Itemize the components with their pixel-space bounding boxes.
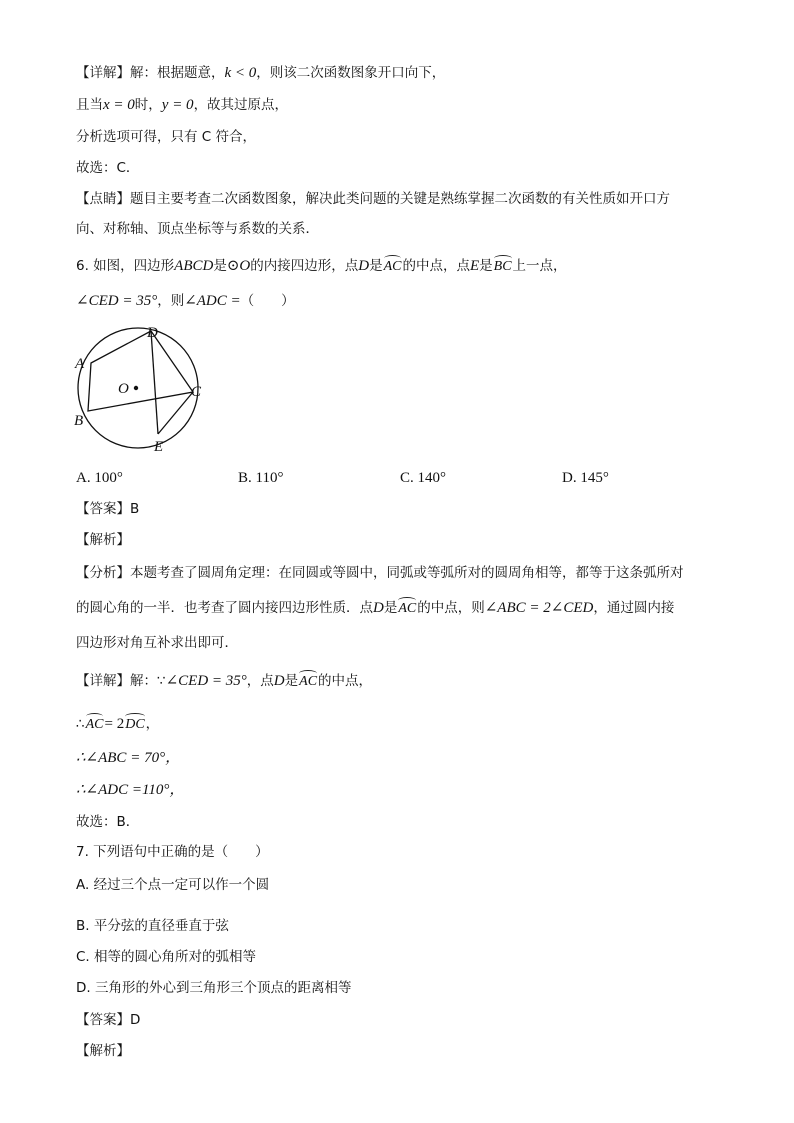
q7-option-b[interactable]: B. 平分弦的直径垂直于弦 <box>76 918 229 934</box>
label-e: E <box>154 439 164 455</box>
q6-answer: 【答案】B <box>76 501 140 517</box>
detail-line-1: 【详解】解：根据题意，k < 0，则该二次函数图象开口向下， <box>76 65 446 81</box>
detail-line-4: 故选：C． <box>76 160 140 176</box>
q6-stem-line-1: 6. 如图，四边形ABCD是⊙O的内接四边形，点D是AC的中点，点E是BC上一点， <box>76 256 567 277</box>
comment-line-2: 向、对称轴、顶点坐标等与系数的关系． <box>76 221 319 237</box>
q6-detail-line-3: ∴∠ABC = 70°， <box>76 750 181 766</box>
q6-analysis-line-2: 的圆心角的一半．也考查了圆内接四边形性质．点D是AC的中点，则∠ABC = 2∠CED，通过圆内接 <box>76 598 674 619</box>
label-d: D <box>147 325 158 341</box>
center-point-o <box>134 386 138 390</box>
q6-option-d[interactable]: D. 145° <box>562 470 609 486</box>
label-a: A <box>75 356 85 372</box>
q6-circle-figure <box>70 320 210 456</box>
q6-stem-line-2: ∠CED = 35°，则∠ADC =（ ） <box>76 293 295 309</box>
q7-option-a[interactable]: A. 经过三个点一定可以作一个圆 <box>76 877 270 893</box>
detail-line-2: 且当x = 0时，y = 0，故其过原点， <box>76 97 289 113</box>
q6-option-c[interactable]: C. 140° <box>400 470 447 486</box>
q7-analysis-heading: 【解析】 <box>76 1043 130 1059</box>
q7-option-c[interactable]: C. 相等的圆心角所对的弧相等 <box>76 949 257 965</box>
q6-detail-line-1: 【详解】解：∵∠CED = 35°，点D是AC的中点， <box>76 671 372 692</box>
q6-analysis-heading: 【解析】 <box>76 532 130 548</box>
label-b: B <box>74 413 84 429</box>
q6-detail-line-4: ∴∠ADC =110°， <box>76 782 185 798</box>
q6-analysis-line-1: 【分析】本题考查了圆周角定理：在同圆或等圆中，同弧或等弧所对的圆周角相等，都等于这条弧所对 <box>76 565 684 581</box>
q6-detail-line-2: ∴AC= 2DC， <box>76 714 159 735</box>
label-c: C <box>191 384 202 400</box>
label-o: O <box>118 381 129 397</box>
segment-ce <box>158 392 193 434</box>
q6-option-a[interactable]: A. 100° <box>76 470 123 486</box>
detail-line-3: 分析选项可得，只有 C 符合， <box>76 129 257 145</box>
q7-option-d[interactable]: D. 三角形的外心到三角形三个顶点的距离相等 <box>76 980 352 996</box>
q6-detail-line-5: 故选：B． <box>76 814 140 830</box>
q6-option-b[interactable]: B. 110° <box>238 470 284 486</box>
q6-analysis-line-3: 四边形对角互补求出即可． <box>76 635 238 651</box>
segment-de <box>151 331 158 434</box>
q7-stem: 7. 下列语句中正确的是（ ） <box>76 844 269 860</box>
comment-line-1: 【点睛】题目主要考查二次函数图象，解决此类问题的关键是熟练掌握二次函数的有关性质如开口方 <box>76 191 670 207</box>
q7-answer: 【答案】D <box>76 1012 141 1028</box>
